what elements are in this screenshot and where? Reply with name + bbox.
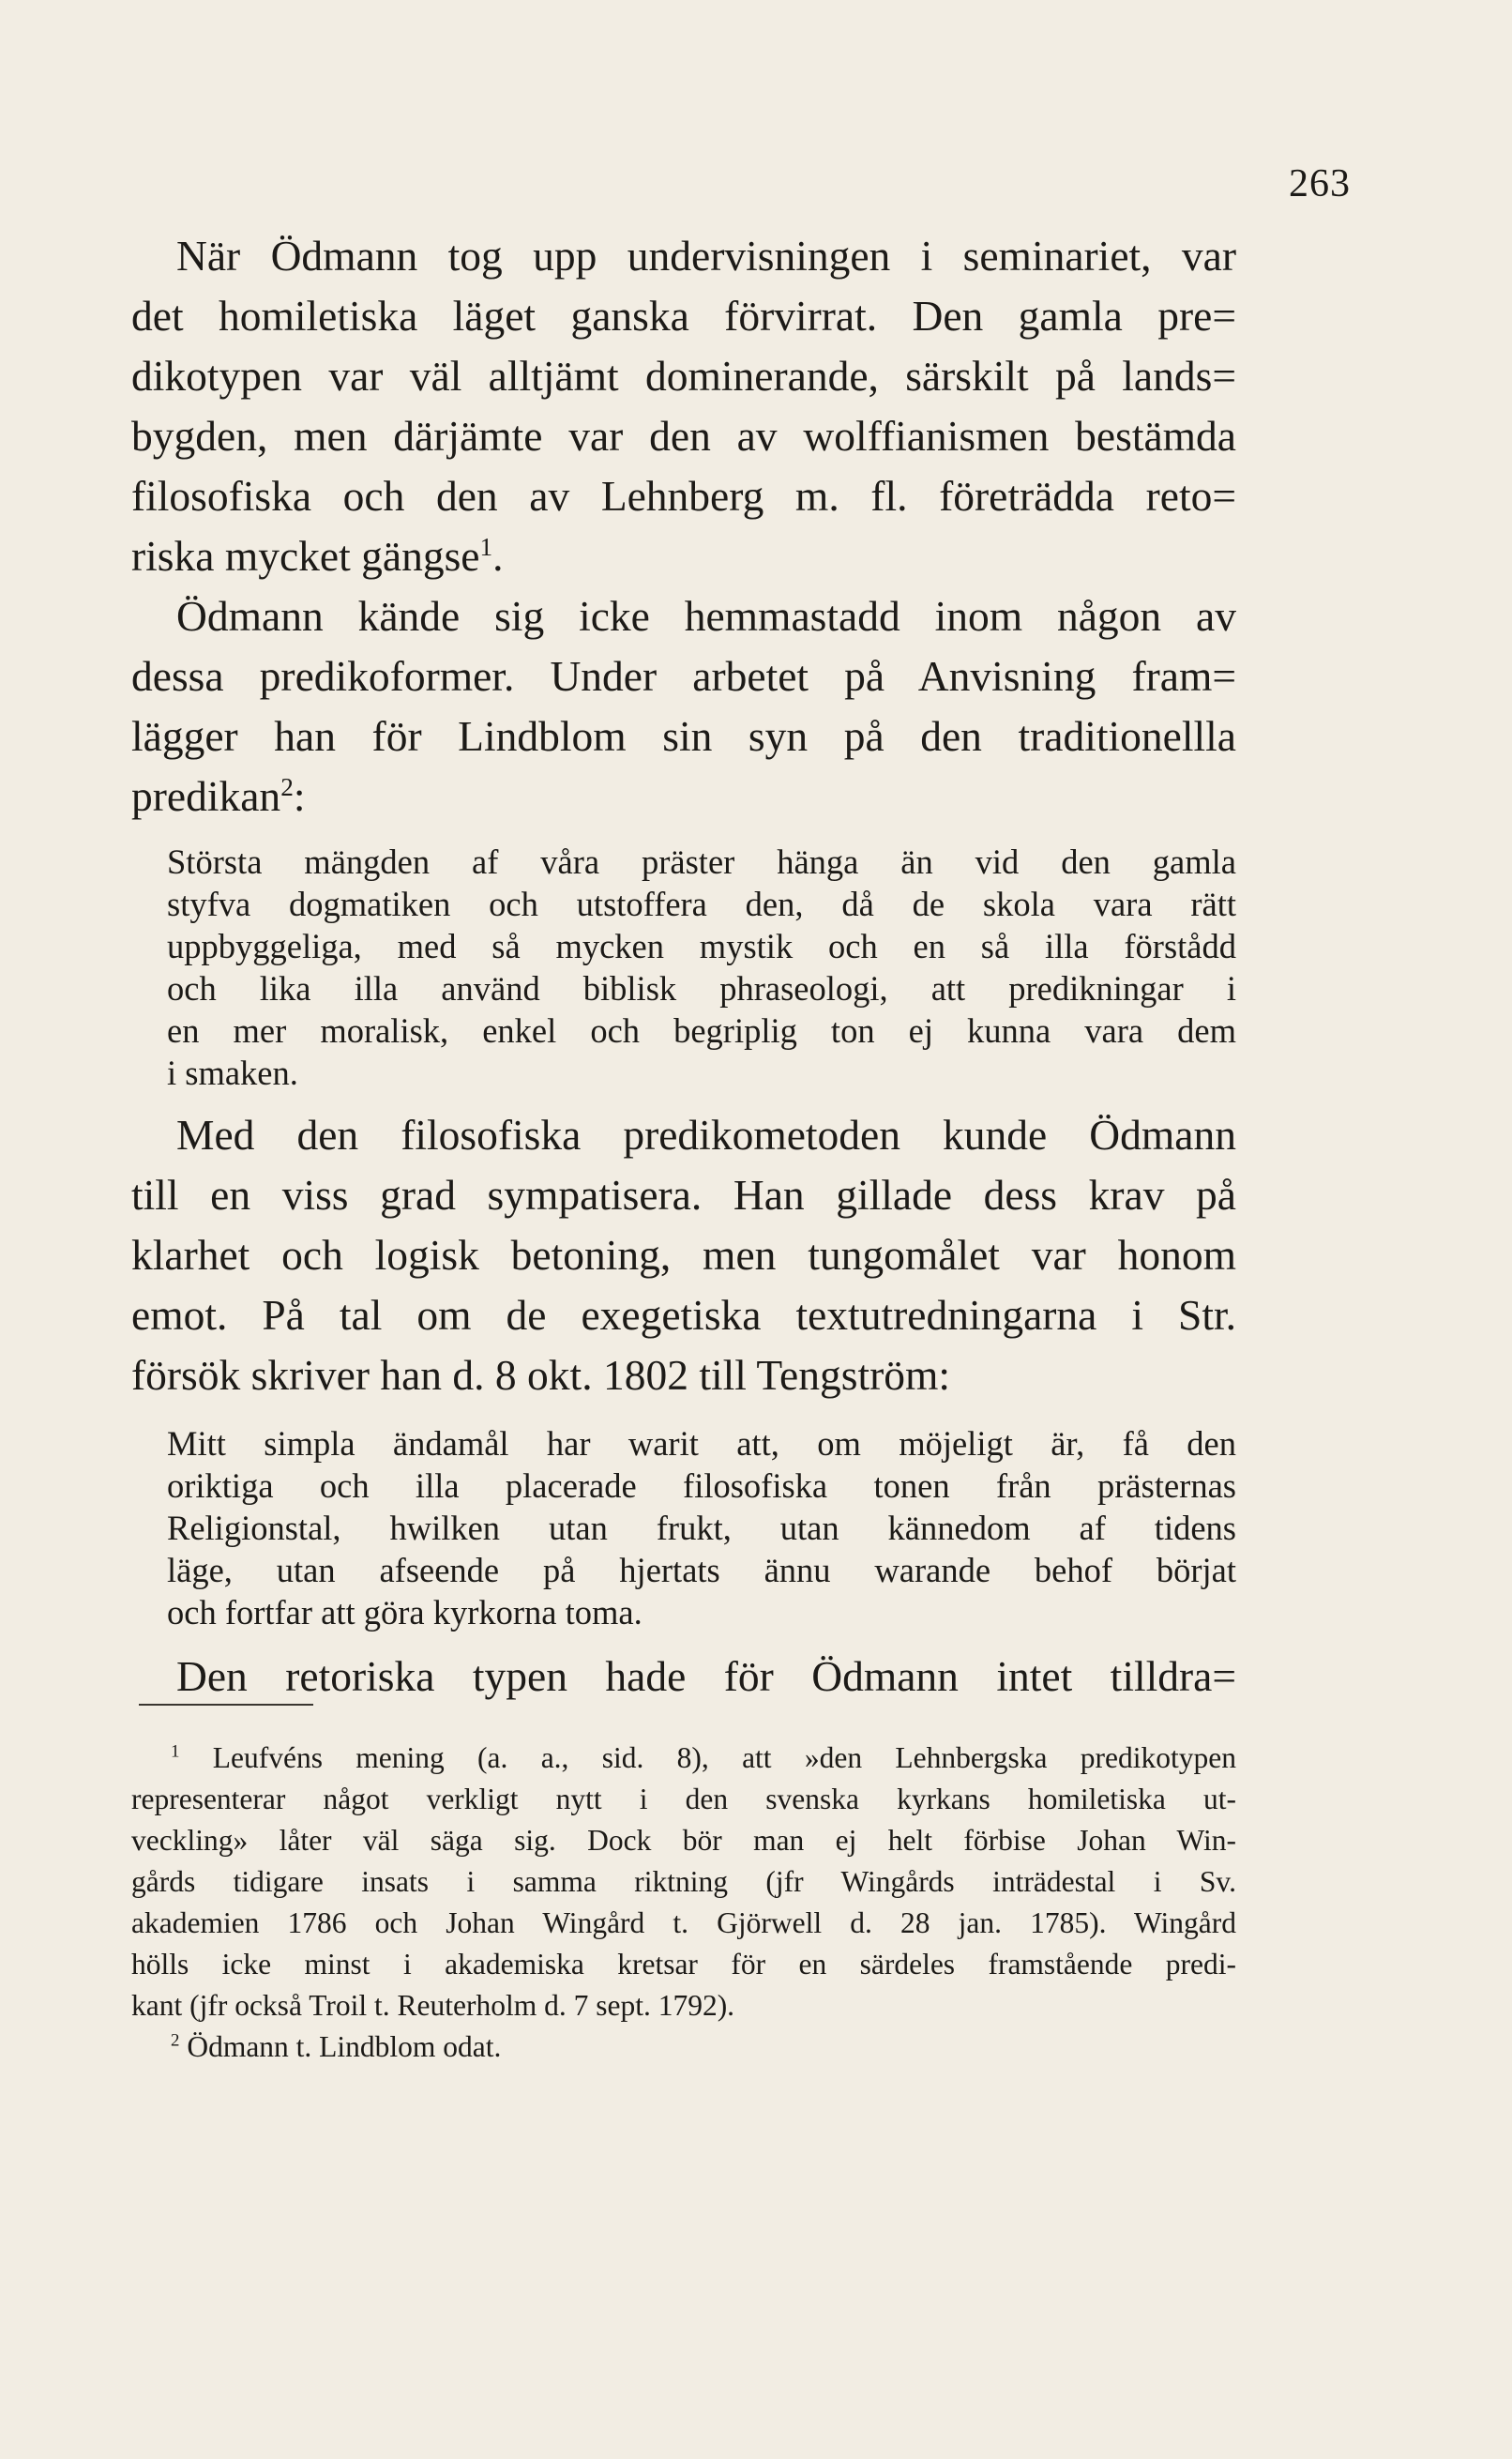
quote-line: i smaken. — [167, 1054, 298, 1092]
text-line: emot. På tal om de exegetiska textutredningarna i Str. — [131, 1291, 1236, 1339]
text-line: försök skriver han d. 8 okt. 1802 till Tengström: — [131, 1351, 951, 1399]
footnote-marker: 1 — [171, 1741, 180, 1762]
footnote-1-line: representerar något verkligt nytt i den svenska kyrkans homiletiska ut- — [131, 1783, 1236, 1815]
paragraph-4 — [131, 1647, 1236, 1707]
text-fragment: predikan — [131, 772, 281, 820]
footnote-text: Leufvéns mening (a. a., sid. 8), att »den Lehnbergska predikotypen — [212, 1741, 1237, 1774]
footnote-1-line: gårds tidigare insats i samma riktning (jfr Wingårds inträdestal i Sv. — [131, 1865, 1236, 1898]
footnote-1-line: kant (jfr också Troil t. Reuterholm d. 7 sept. 1792). — [131, 1989, 735, 2022]
paragraph-2 — [131, 586, 1236, 827]
text-line: Den retoriska typen hade för Ödmann intet tilldra= — [176, 1652, 1236, 1700]
quote-line: en mer moralisk, enkel och begriplig ton ej kunna vara dem — [167, 1011, 1236, 1050]
footnote-2-line — [131, 2026, 1236, 2068]
quote-line: och lika illa använd biblisk phraseologi, att predikningar i — [167, 969, 1236, 1008]
text-line: filosofiska och den av Lehnberg m. fl. företrädda reto= — [131, 472, 1236, 520]
text-line: Ödmann kände sig icke hemmastadd inom någon av — [176, 592, 1236, 640]
page-number: 263 — [1289, 162, 1351, 205]
text-fragment-end: . — [492, 532, 504, 580]
text-line: dessa predikoformer. Under arbetet på Anvisning fram= — [131, 652, 1236, 700]
text-line: dikotypen var väl alltjämt dominerande, särskilt på lands= — [131, 352, 1236, 400]
footnote-ref: 1 — [479, 532, 493, 561]
paragraph-3 — [131, 1105, 1236, 1405]
quote-line: och fortfar att göra kyrkorna toma. — [167, 1593, 643, 1632]
text-line: När Ödmann tog upp undervisningen i seminariet, var — [176, 232, 1236, 280]
text-line-last — [131, 526, 1236, 586]
quote-line: Mitt simpla ändamål har warit att, om möjeligt är, få den — [167, 1424, 1236, 1463]
footnotes — [131, 1738, 1236, 2068]
text-line: klarhet och logisk betoning, men tungomålet var honom — [131, 1231, 1236, 1279]
text-line: det homiletiska läget ganska förvirrat. Den gamla pre= — [131, 292, 1236, 340]
quote-line: läge, utan afseende på hjertats ännu warande behof börjat — [167, 1551, 1236, 1589]
footnote-1-line — [131, 1738, 1236, 1779]
text-line: Med den filosofiska predikometoden kunde Ödmann — [176, 1111, 1236, 1159]
text-line-last — [131, 767, 1236, 827]
quote-line: oriktiga och illa placerade filosofiska tonen från prästernas — [167, 1466, 1236, 1505]
quote-line: Religionstal, hwilken utan frukt, utan kännedom af tidens — [167, 1509, 1236, 1547]
text-fragment: riska mycket gängse — [131, 532, 480, 580]
footnote-text: Ödmann t. Lindblom odat. — [187, 2030, 502, 2063]
footnote-marker: 2 — [171, 2030, 180, 2051]
block-quote-2 — [167, 1422, 1236, 1633]
text-line: lägger han för Lindblom sin syn på den traditionellla — [131, 712, 1236, 760]
text-line: till en viss grad sympatisera. Han gillade dess krav på — [131, 1171, 1236, 1219]
quote-line: styfva dogmatiken och utstoffera den, då de skola vara rätt — [167, 885, 1236, 923]
quote-line: uppbyggeliga, med så mycken mystik och en så illa förstådd — [167, 927, 1236, 965]
footnote-1-line: akademien 1786 och Johan Wingård t. Gjörwell d. 28 jan. 1785). Wingård — [131, 1906, 1236, 1939]
text-fragment-end: : — [293, 772, 306, 820]
footnote-1-line: veckling» låter väl säga sig. Dock bör man ej helt förbise Johan Win- — [131, 1824, 1236, 1857]
footnote-1-line: hölls icke minst i akademiska kretsar för en särdeles framstående predi- — [131, 1948, 1236, 1981]
text-line: bygden, men därjämte var den av wolffianismen bestämda — [131, 412, 1236, 460]
block-quote-1 — [167, 841, 1236, 1094]
quote-line: Största mängden af våra präster hänga än vid den gamla — [167, 842, 1236, 881]
footnote-divider — [139, 1704, 313, 1706]
footnote-ref: 2 — [280, 772, 294, 801]
paragraph-1 — [131, 226, 1236, 586]
